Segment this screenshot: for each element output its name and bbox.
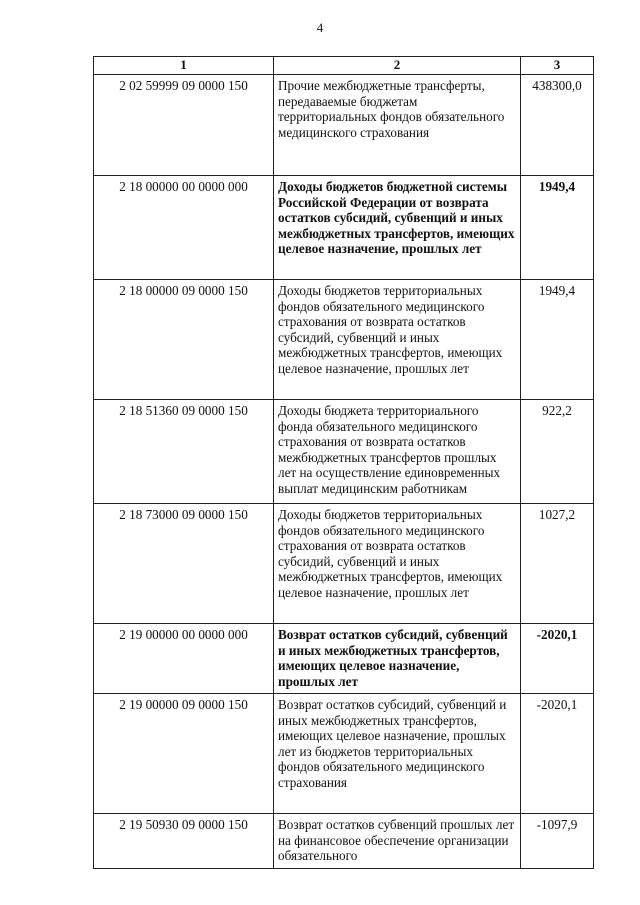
- row-name: Прочие межбюджетные трансферты, передаваемые бюджетам территориальных фондов обязательного медицинского страхования: [274, 75, 521, 176]
- column-header-sum: 3: [521, 57, 594, 75]
- row-code: 2 19 00000 09 0000 150: [94, 694, 274, 814]
- row-sum: 438300,0: [521, 75, 594, 176]
- row-name: Возврат остатков субвенций прошлых лет на финансовое обеспечение организации обязательного: [274, 814, 521, 869]
- row-name: Доходы бюджета территориального фонда обязательного медицинского страхования от возврата остатков межбюджетных трансфертов прошлых лет на осуществление единовременных выплат медицинским работникам: [274, 400, 521, 504]
- row-code: 2 18 00000 09 0000 150: [94, 280, 274, 400]
- table-row: [94, 400, 594, 504]
- table-header-row: [94, 57, 594, 75]
- row-name: Доходы бюджетов территориальных фондов обязательного медицинского страхования от возврата остатков субсидий, субвенций и иных межбюджетных трансфертов, имеющих целевое назначение, прошлых лет: [274, 504, 521, 624]
- row-sum: 922,2: [521, 400, 594, 504]
- table-row: [94, 504, 594, 624]
- row-sum: 1949,4: [521, 280, 594, 400]
- row-code: 2 18 73000 09 0000 150: [94, 504, 274, 624]
- budget-table: [93, 56, 594, 869]
- table-row: [94, 624, 594, 694]
- table-row: [94, 814, 594, 869]
- row-code: 2 18 51360 09 0000 150: [94, 400, 274, 504]
- row-name: Возврат остатков субсидий, субвенций и иных межбюджетных трансфертов, имеющих целевое назначение, прошлых лет из бюджетов территориальных фондов обязательного медицинского страхования: [274, 694, 521, 814]
- row-name: Возврат остатков субсидий, субвенций и иных межбюджетных трансфертов, имеющих целевое назначение, прошлых лет: [274, 624, 521, 694]
- row-code: 2 19 00000 00 0000 000: [94, 624, 274, 694]
- row-code: 2 02 59999 09 0000 150: [94, 75, 274, 176]
- row-sum: 1027,2: [521, 504, 594, 624]
- row-sum: -2020,1: [521, 624, 594, 694]
- table-row: [94, 694, 594, 814]
- column-header-name: 2: [274, 57, 521, 75]
- page-number: 4: [316, 20, 324, 35]
- row-sum: -1097,9: [521, 814, 594, 869]
- table-row: [94, 75, 594, 176]
- row-name: Доходы бюджетов территориальных фондов обязательного медицинского страхования от возврата остатков субсидий, субвенций и иных межбюджетных трансфертов, имеющих целевое назначение, прошлых лет: [274, 280, 521, 400]
- row-code: 2 18 00000 00 0000 000: [94, 176, 274, 280]
- row-sum: -2020,1: [521, 694, 594, 814]
- column-header-code: 1: [94, 57, 274, 75]
- table-row: [94, 176, 594, 280]
- row-sum: 1949,4: [521, 176, 594, 280]
- table-row: [94, 280, 594, 400]
- row-name: Доходы бюджетов бюджетной системы Российской Федерации от возврата остатков субсидий, субвенций и иных межбюджетных трансфертов, имеющих целевое назначение, прошлых лет: [274, 176, 521, 280]
- row-code: 2 19 50930 09 0000 150: [94, 814, 274, 869]
